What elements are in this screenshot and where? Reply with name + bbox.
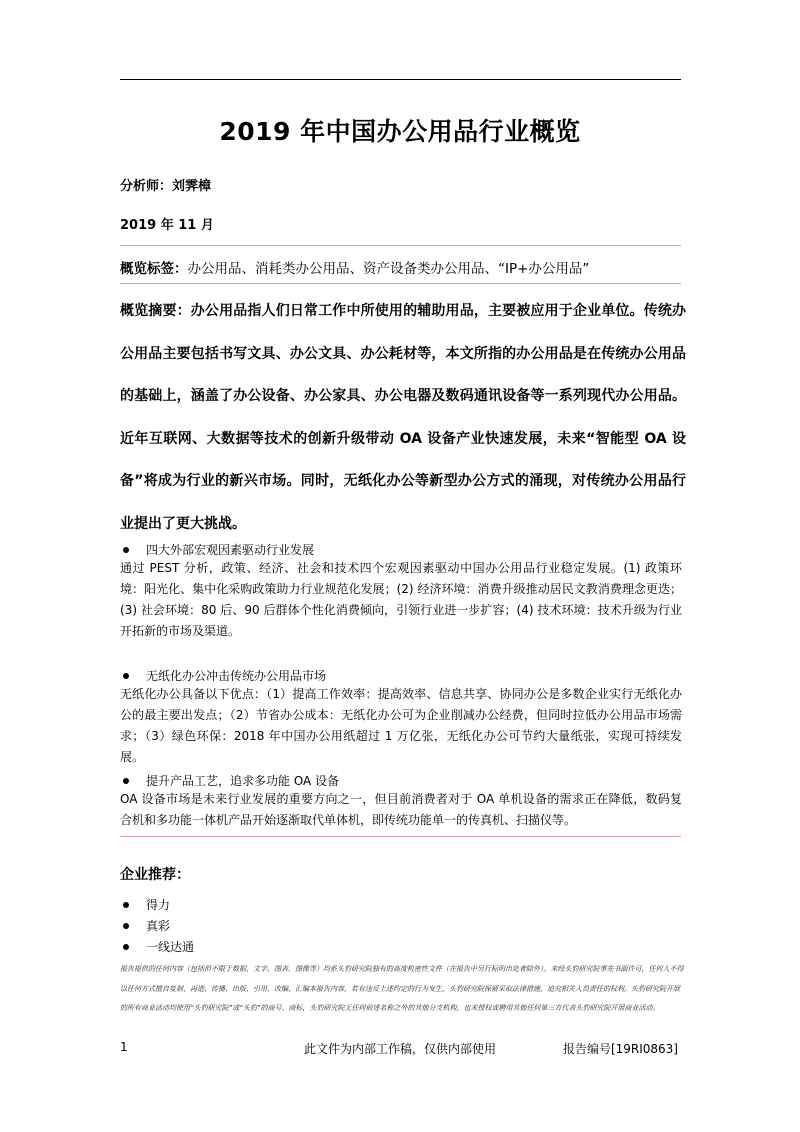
- bullet-icon: [123, 547, 129, 553]
- bullet-icon: [123, 673, 129, 679]
- page-number: 1: [120, 1040, 128, 1054]
- report-date: 2019 年 11 月: [120, 218, 214, 233]
- abstract: 概览摘要：办公用品指人们日常工作中所使用的辅助用品，主要被应用于企业单位。传统办公用品主要包括书写文具、办公文具、办公耗材等，本文所指的办公用品是在传统办公用品的基础上，涵盖了办公设备、办公家具、办公电器及数码通讯设备等一系列现代办公用品。近年互联网、大数据等技术的创新升级带动 OA 设备产业快速发展，未来“智能型 OA 设备”将成为行业的新兴市场。同时，无纸化办公等新型办公方式的涌现，对传统办公用品行业提出了更大挑战。: [120, 303, 686, 532]
- recommend-item: 一线达通: [120, 938, 194, 955]
- section-body-1: 通过 PEST 分析，政策、经济、社会和技术四个宏观因素驱动中国办公用品行业稳定发展。(1) 政策环境：阳光化、集中化采购政策助力行业规范化发展；(2) 经济环境：消费升级推动居民文教消费理念更迭；(3) 社会环境：80 后、90 后群体个性化消费倾向，引领行业进一步扩容；(4) 技术环境：技术升级为行业开拓新的市场及渠道。: [120, 561, 682, 638]
- bullet-icon: [123, 944, 129, 950]
- bullet-icon: [123, 778, 129, 784]
- divider-2: [120, 283, 681, 284]
- tags-line: [120, 257, 589, 277]
- section-heading-3: 提升产品工艺，追求多功能 OA 设备: [120, 772, 339, 788]
- divider-1: [120, 245, 681, 246]
- section-body-2: 无纸化办公具备以下优点：（1）提高工作效率：提高效率、信息共享、协同办公是多数企业实行无纸化办公的最主要出发点；（2）节省办公成本：无纸化办公可为企业削减办公经费，但同时拉低办公用品市场需求；（3）绿色环保：2018 年中国办公用纸超过 1 万亿张，无纸化办公可节约大量纸张，实现可持续发展。: [120, 687, 682, 764]
- tags-value: 办公用品、消耗类办公用品、资产设备类办公用品、“IP+办公用品”: [187, 261, 590, 277]
- recommend-item: 真彩: [120, 917, 170, 934]
- section-body-3: OA 设备市场是未来行业发展的重要方向之一，但目前消费者对于 OA 单机设备的需求正在降低，数码复合机和多功能一体机产品开始逐渐取代单体机，即传统功能单一的传真机、扫描仪等。: [120, 792, 682, 827]
- bullet-icon: [123, 923, 129, 929]
- recommend-item: 得力: [120, 896, 170, 913]
- page-title: 2019 年中国办公用品行业概览: [219, 117, 581, 146]
- header-rule: [120, 79, 681, 80]
- tags-label: 概览标签：: [120, 261, 188, 277]
- report-number: 报告编号[19RI0863]: [562, 1042, 678, 1056]
- section-heading-2: 无纸化办公冲击传统办公用品市场: [120, 667, 326, 683]
- footer-center-text: 此文件为内部工作稿，仅供内部使用: [303, 1042, 496, 1056]
- recommend-title: 企业推荐：: [120, 867, 190, 883]
- divider-3: [120, 836, 681, 837]
- disclaimer: 报告提供的任何内容（包括但不限于数据、文字、图表、图像等）均系头豹研究院独有的高度机密性文件（在报告中另行标明出处者除外）。未经头豹研究院事先书面许可，任何人不得以任何方式擅自复制、再造、传播、出版、引用、改编、汇编本报告内容，若有违反上述约定的行为发生，头豹研究院保留采取法律措施，追究相关人员责任的权利。头豹研究院开展的所有商业活动均使用“头豹研究院”或“头豹”的商号、商标，头豹研究院无任何前述名称之外的其他分支机构，也未授权或聘用其他任何第三方代表头豹研究院开展商业活动。: [120, 965, 684, 1012]
- section-heading-1: 四大外部宏观因素驱动行业发展: [120, 541, 314, 557]
- bullet-icon: [123, 902, 129, 908]
- analyst-line: 分析师：刘霁樟: [120, 179, 212, 194]
